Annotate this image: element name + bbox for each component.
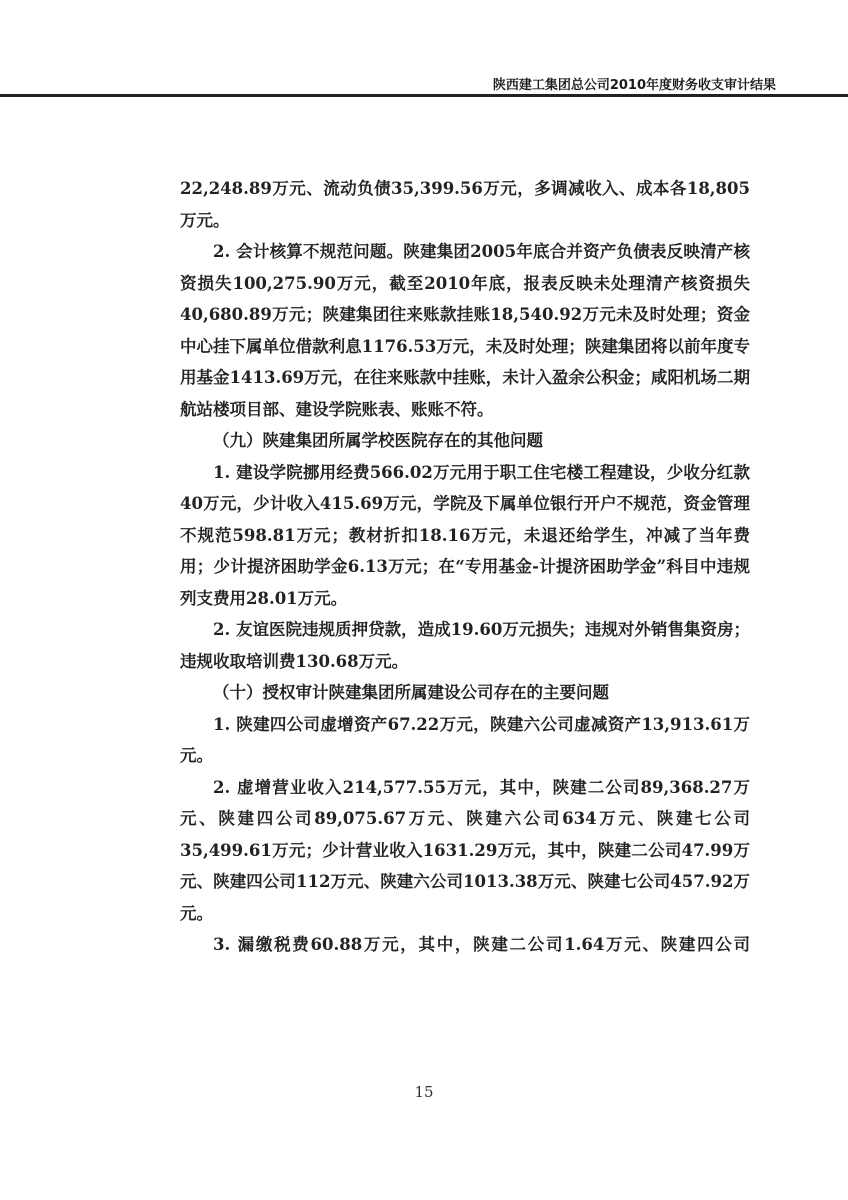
paragraph-unpaid-taxes: 3. 漏缴税费60.88万元，其中，陕建二公司1.64万元、陕建四公司 bbox=[213, 935, 750, 954]
paragraph-continuation: 22,248.89万元、流动负债35,399.56万元，多调减收入、成本各18,805万元。 bbox=[180, 179, 750, 230]
paragraph-hospital-loans: 2. 友谊医院违规质押贷款，造成19.60万元损失；违规对外销售集资房；违规收取培训费130.68万元。 bbox=[180, 620, 750, 671]
paragraph-accounting-issue: 2. 会计核算不规范问题。陕建集团2005年底合并资产负债表反映清产核资损失100,275.90万元，截至2010年底，报表反映未处理清产核资损失40,680.89万元；陕建集团往来账款挂账18,540.92万元未及时处理；资金中心挂下属单位借款利息1176.53万元，未及时处理；陕建集团将以前年度专用基金1413.69万元，在往来账款中挂账，未计入盈余公积金；咸阳机场二期航站楼项目部、建设学院账表、账账不符。 bbox=[180, 242, 750, 419]
section-heading-ten: （十）授权审计陕建集团所属建设公司存在的主要问题 bbox=[213, 683, 609, 702]
document-header-title: 陕西建工集团总公司2010年度财务收支审计结果 bbox=[492, 78, 776, 93]
document-body bbox=[180, 173, 750, 961]
paragraph-asset-misstatement: 1. 陕建四公司虚增资产67.22万元，陕建六公司虚减资产13,913.61万元。 bbox=[180, 714, 750, 765]
paragraph-revenue-misstatement: 2. 虚增营业收入214,577.55万元，其中，陕建二公司89,368.27万元、陕建四公司89,075.67万元、陕建六公司634万元、陕建七公司35,499.61万元；少计营业收入1631.29万元，其中，陕建二公司47.99万元、陕建四公司112万元、陕建六公司1013.38万元、陕建七公司457.92万元。 bbox=[180, 777, 750, 923]
page-number: 15 bbox=[414, 1083, 434, 1101]
header-divider bbox=[0, 94, 848, 97]
paragraph-college-funds: 1. 建设学院挪用经费566.02万元用于职工住宅楼工程建设，少收分红款40万元，少计收入415.69万元，学院及下属单位银行开户不规范，资金管理不规范598.81万元；教材折扣18.16万元，未退还给学生，冲减了当年费用；少计提济困助学金6.13万元；在“专用基金-计提济困助学金”科目中违规列支费用28.01万元。 bbox=[180, 462, 750, 608]
section-heading-nine: （九）陕建集团所属学校医院存在的其他问题 bbox=[213, 431, 543, 450]
